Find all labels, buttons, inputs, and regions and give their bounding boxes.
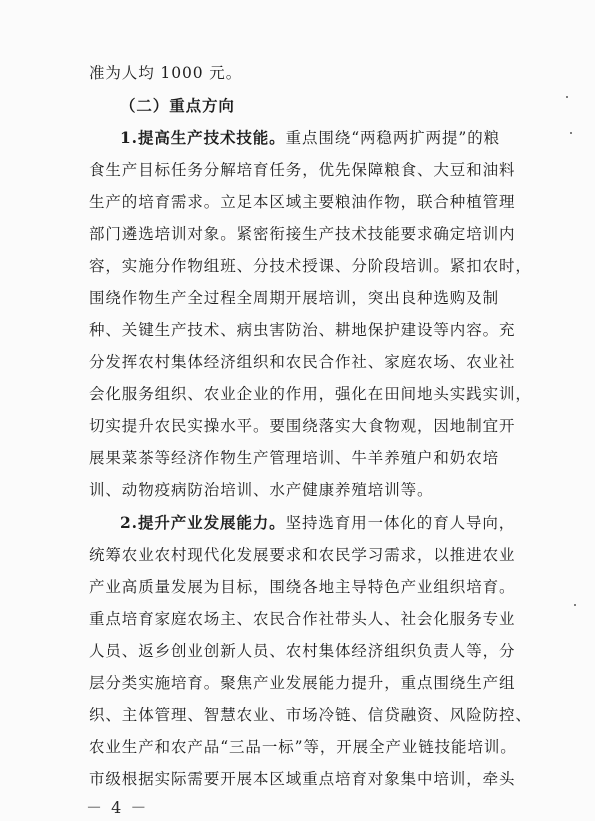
- para1-heading: 1.提高生产技术技能。: [120, 128, 286, 147]
- para2-line: 织、主体管理、智慧农业、市场冷链、信贷融资、风险防控、: [89, 706, 532, 724]
- para1-line: 会化服务组织、农业企业的作用，强化在田间地头实践实训，: [89, 385, 532, 403]
- para2-first-line: [120, 513, 550, 533]
- para1-line: 分发挥农村集体经济组织和农民合作社、家庭农场、农业社: [89, 353, 516, 371]
- para1-line: 部门遴选培训对象。紧密衔接生产技术技能要求确定培训内: [89, 225, 516, 243]
- para1-line: 食生产目标任务分解培育任务，优先保障粮食、大豆和油料: [89, 161, 516, 179]
- para1-line: 种、关键生产技术、病虫害防治、耕地保护建设等内容。充: [89, 321, 516, 339]
- para2-line: 产业高质量发展为目标，围绕各地主导特色产业组织培育。: [89, 578, 516, 596]
- para2-line: 人员、返乡创业创新人员、农村集体经济组织负责人等，分: [89, 642, 516, 660]
- para1-line: 围绕作物生产全过程全周期开展培训，突出良种选购及制: [89, 289, 500, 307]
- para1-line: 训、动物疫病防治培训、水产健康养殖培训等。: [89, 481, 434, 499]
- scan-speck: [570, 132, 572, 134]
- para2-line-1: 坚持选育用一体化的育人导向，: [285, 514, 516, 532]
- para2-line: 市级根据实际需要开展本区域重点培育对象集中培训，牵头: [89, 770, 516, 788]
- para1-line: 容，实施分作物组班、分技术授课、分阶段培训。紧扣农时，: [89, 257, 532, 275]
- para2-heading: 2.提升产业发展能力。: [120, 513, 286, 532]
- para2-line: 农业生产和农产品“三品一标”等，开展全产业链技能培训。: [89, 738, 517, 756]
- para2-line: 统筹农业农村现代化发展要求和农民学习需求，以推进农业: [89, 546, 516, 564]
- para1-line-1: 重点围绕“两稳两扩两提”的粮: [285, 129, 501, 147]
- scan-speck: [566, 96, 568, 98]
- para1-line: 生产的培育需求。立足本区域主要粮油作物，联合种植管理: [89, 193, 516, 211]
- para1-first-line: [120, 128, 550, 148]
- para1-line: 切实提升农民实操水平。要围绕落实大食物观，因地制宜开: [89, 417, 516, 435]
- scan-speck: [574, 604, 576, 606]
- intro-line: 准为人均 1000 元。: [89, 64, 243, 82]
- para1-line: 展果菜茶等经济作物生产管理培训、牛羊养殖户和奶农培: [89, 449, 500, 467]
- section-heading: （二）重点方向: [120, 96, 235, 115]
- para2-line: 层分类实施培育。聚焦产业发展能力提升，重点围绕生产组: [89, 674, 516, 692]
- page-number: － 4 －: [86, 798, 149, 817]
- para2-line: 重点培育家庭农场主、农民合作社带头人、社会化服务专业: [89, 610, 516, 628]
